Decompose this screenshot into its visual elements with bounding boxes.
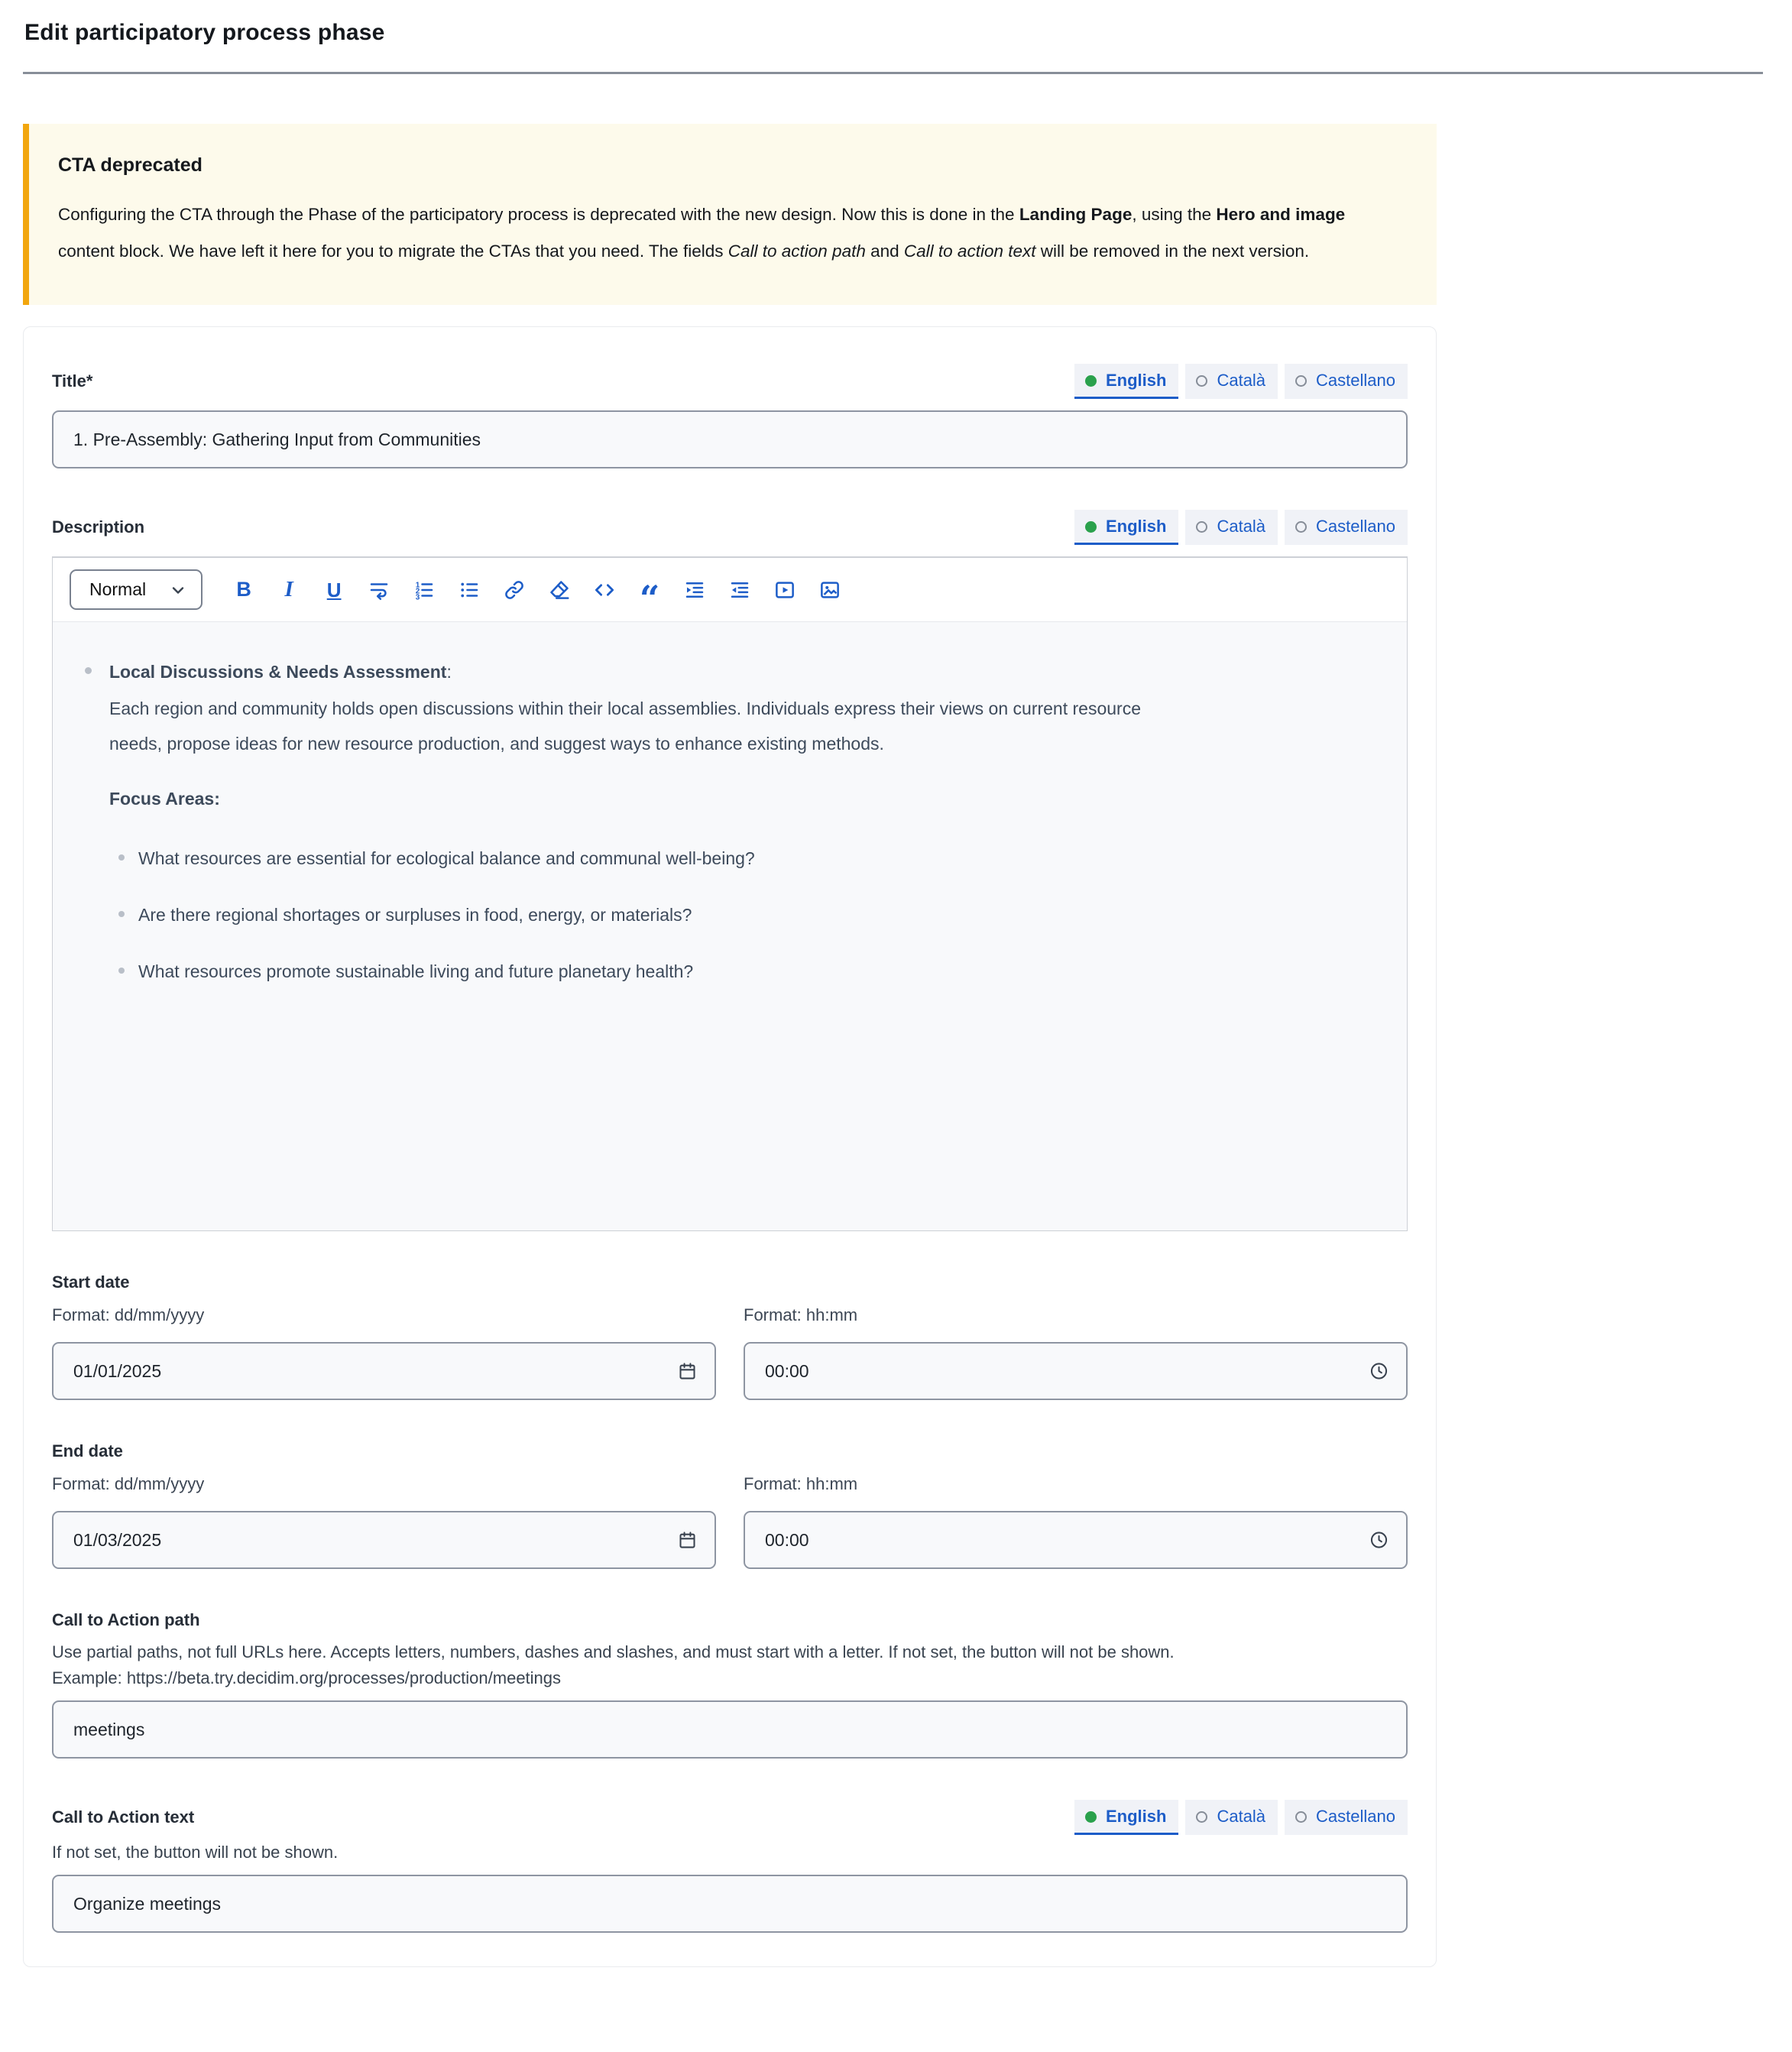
end-date-label: End date [52,1441,123,1460]
svg-text:2: 2 [415,586,420,595]
callout-heading: CTA deprecated [58,154,203,176]
list-item: Are there regional shortages or surpluses in food, energy, or materials? [138,897,1379,932]
title-field-row [52,364,1408,399]
callout-body: Configuring the CTA through the Phase of the participatory process is deprecated with the new design. Now this is done in the Landing Page, using the Hero and image content block. We have left it here for you to migrate the CTAs that you need. The fields Call to action path and Call to action text will be removed in the next version. [58,205,1346,261]
radio-selected-icon [1085,521,1097,533]
lang-tab-label: Català [1217,1807,1266,1826]
cta-path-input[interactable] [52,1700,1408,1759]
end-date-section [52,1441,1408,1569]
block-format-select[interactable] [70,569,203,610]
text-wrap-icon[interactable] [365,576,393,604]
lang-tab-label: Castellano [1316,1807,1395,1826]
block-format-value: Normal [89,579,147,599]
rich-text-editor [52,556,1408,1231]
start-date-row [52,1292,1408,1400]
underline-icon[interactable]: U [320,576,348,604]
end-time-input[interactable] [744,1511,1408,1569]
divider [23,72,1763,74]
radio-unselected-icon [1295,521,1307,533]
cta-path-label: Call to Action path [52,1610,200,1629]
editor-toolbar [53,558,1407,622]
description-label: Description [52,517,145,537]
radio-unselected-icon [1295,1811,1307,1823]
radio-selected-icon [1085,375,1097,387]
lang-tab-label: Castellano [1316,517,1395,536]
lang-tab-english[interactable] [1074,364,1178,399]
end-date-input[interactable] [52,1511,716,1569]
time-format-hint: Format: hh:mm [744,1474,858,1493]
svg-text:1: 1 [415,580,420,589]
description-list [80,654,1379,989]
date-format-hint: Format: dd/mm/yyyy [52,1305,205,1324]
unordered-list-icon[interactable] [455,576,483,604]
page-title: Edit participatory process phase [24,20,385,45]
cta-text-input[interactable] [52,1875,1408,1933]
cta-path-section [52,1610,1408,1759]
image-icon[interactable] [816,576,844,604]
radio-unselected-icon [1295,375,1307,387]
lang-tab-catala[interactable] [1185,364,1278,399]
focus-areas-list [109,841,1379,989]
language-tabs-title [1074,364,1408,399]
lang-tab-label: English [1106,517,1167,536]
indent-increase-icon[interactable] [681,576,708,604]
start-date-label: Start date [52,1272,130,1292]
cta-text-section [52,1800,1408,1933]
lang-tab-label: English [1106,1807,1167,1826]
start-date-input[interactable] [52,1342,716,1400]
radio-unselected-icon [1196,1811,1207,1823]
lang-tab-castellano[interactable] [1285,1800,1408,1835]
blockquote-icon[interactable]: “ [636,576,663,604]
radio-unselected-icon [1196,375,1207,387]
title-input[interactable] [52,410,1408,468]
video-icon[interactable] [771,576,799,604]
list-item-paragraph: Each region and community holds open discussions within their local assemblies. Individuals express their views on current resource needs, propose ideas for new resource production, and suggest ways to enhance existing methods. [109,699,1141,754]
lang-tab-label: English [1106,371,1167,390]
lang-tab-catala[interactable] [1185,1800,1278,1835]
list-item: What resources promote sustainable living and future planetary health? [138,954,1379,989]
lang-tab-label: Català [1217,371,1266,390]
code-view-icon[interactable] [591,576,618,604]
lang-tab-label: Català [1217,517,1266,536]
list-item-heading: Local Discussions & Needs Assessment [109,662,447,682]
language-tabs-description [1074,510,1408,545]
lang-tab-castellano[interactable] [1285,364,1408,399]
focus-areas-heading: Focus Areas: [109,789,220,809]
chevron-down-icon [169,581,187,599]
title-label: Title* [52,371,93,391]
deprecation-callout [23,124,1437,305]
italic-icon[interactable]: I [275,576,303,604]
description-editor-content[interactable] [53,622,1407,1230]
indent-decrease-icon[interactable] [726,576,753,604]
cta-text-label: Call to Action text [52,1807,195,1827]
ordered-list-icon[interactable] [410,576,438,604]
list-item: Local Discussions & Needs Assessment: Each region and community holds open discussions within their local assemblies. Individuals express their views on current resource needs, propose ideas for new resource production, and suggest ways to enhance existing methods. Focus Areas: What resources are essential for ecological balance and communal well-being? Are there regional shortages or surpluses in food, energy, or materials? What resources promote sustainable living and future planetary health? [109,654,1379,989]
cta-text-field-row [52,1800,1408,1835]
lang-tab-label: Castellano [1316,371,1395,390]
bold-icon[interactable]: B [230,576,258,604]
lang-tab-castellano[interactable] [1285,510,1408,545]
lang-tab-english[interactable] [1074,510,1178,545]
language-tabs-cta-text [1074,1800,1408,1835]
link-icon[interactable] [501,576,528,604]
radio-unselected-icon [1196,521,1207,533]
description-field-row [52,510,1408,545]
start-time-input[interactable] [744,1342,1408,1400]
lang-tab-english[interactable] [1074,1800,1178,1835]
list-item: What resources are essential for ecological balance and communal well-being? [138,841,1379,876]
cta-path-help-line-2: Example: https://beta.try.decidim.org/processes/production/meetings [52,1668,562,1687]
start-date-section [52,1272,1408,1400]
lang-tab-catala[interactable] [1185,510,1278,545]
radio-selected-icon [1085,1811,1097,1823]
eraser-icon[interactable] [546,576,573,604]
date-format-hint: Format: dd/mm/yyyy [52,1474,205,1493]
description-section [52,510,1408,1231]
svg-text:3: 3 [415,593,420,601]
end-date-row [52,1461,1408,1569]
time-format-hint: Format: hh:mm [744,1305,858,1324]
cta-path-help-line-1: Use partial paths, not full URLs here. Accepts letters, numbers, dashes and slashes, and must start with a letter. If not set, the button will not be shown. [52,1642,1175,1661]
cta-text-help: If not set, the button will not be shown. [52,1843,339,1862]
phase-form-card [23,326,1437,1967]
